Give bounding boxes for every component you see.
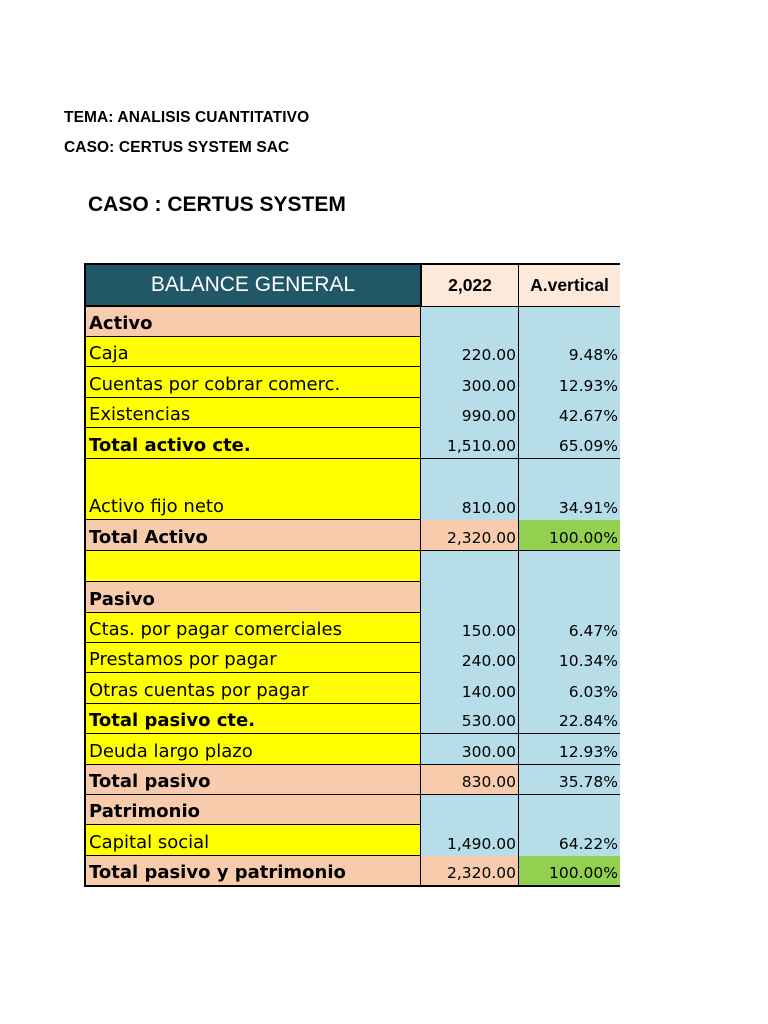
table-row [84, 367, 620, 398]
row-value: 2,320.00 [420, 520, 519, 551]
row-value: 1,510.00 [420, 428, 519, 459]
table-row [84, 551, 620, 582]
table-row [84, 825, 620, 856]
table-row [84, 459, 620, 520]
row-value: 990.00 [420, 398, 519, 428]
row-value: 140.00 [420, 673, 519, 704]
row-label: Ctas. por pagar comerciales [84, 613, 420, 643]
row-value: 830.00 [420, 765, 519, 795]
table-row [84, 795, 620, 825]
balance-table [84, 263, 620, 887]
row-label: Activo fijo neto [84, 459, 420, 520]
row-label: Patrimonio [84, 795, 420, 825]
row-label: Total pasivo [84, 765, 420, 795]
row-label [84, 551, 420, 582]
table-row [84, 734, 620, 765]
row-label: Total Activo [84, 520, 420, 551]
row-value [420, 307, 519, 337]
page-title: CASO : CERTUS SYSTEM [88, 193, 346, 216]
row-label: Existencias [84, 398, 420, 428]
table-row [84, 765, 620, 795]
row-label: Pasivo [84, 582, 420, 613]
row-percent: 34.91% [519, 459, 620, 520]
row-label: Capital social [84, 825, 420, 856]
row-percent [519, 582, 620, 613]
row-percent: 100.00% [519, 520, 620, 551]
row-value: 1,490.00 [420, 825, 519, 856]
row-percent: 6.47% [519, 613, 620, 643]
row-percent [519, 307, 620, 337]
row-label: Cuentas por cobrar comerc. [84, 367, 420, 398]
table-row [84, 613, 620, 643]
row-percent: 10.34% [519, 643, 620, 673]
row-percent: 22.84% [519, 704, 620, 734]
row-percent: 35.78% [519, 765, 620, 795]
table-header-row [84, 263, 620, 307]
row-percent: 42.67% [519, 398, 620, 428]
row-value [420, 582, 519, 613]
row-label: Otras cuentas por pagar [84, 673, 420, 704]
row-value: 300.00 [420, 367, 519, 398]
row-percent: 12.93% [519, 367, 620, 398]
row-value: 530.00 [420, 704, 519, 734]
row-value: 240.00 [420, 643, 519, 673]
table-row [84, 673, 620, 704]
row-percent: 65.09% [519, 428, 620, 459]
table-title: BALANCE GENERAL [84, 263, 420, 307]
row-label: Total pasivo y patrimonio [84, 856, 420, 887]
row-value: 300.00 [420, 734, 519, 765]
row-value: 150.00 [420, 613, 519, 643]
row-percent: 64.22% [519, 825, 620, 856]
caso-line: CASO: CERTUS SYSTEM SAC [64, 139, 290, 156]
row-value: 220.00 [420, 337, 519, 367]
table-row [84, 856, 620, 887]
row-percent [519, 795, 620, 825]
row-label: Deuda largo plazo [84, 734, 420, 765]
row-value: 2,320.00 [420, 856, 519, 887]
row-label: Prestamos por pagar [84, 643, 420, 673]
row-label: Total activo cte. [84, 428, 420, 459]
row-label: Caja [84, 337, 420, 367]
row-label: Total pasivo cte. [84, 704, 420, 734]
table-row [84, 643, 620, 673]
column-header-year: 2,022 [420, 263, 519, 307]
row-percent: 6.03% [519, 673, 620, 704]
row-percent: 12.93% [519, 734, 620, 765]
table-row [84, 337, 620, 367]
table-row [84, 307, 620, 337]
table-row [84, 582, 620, 613]
row-value: 810.00 [420, 459, 519, 520]
table-row [84, 704, 620, 734]
row-value [420, 795, 519, 825]
row-label: Activo [84, 307, 420, 337]
table-row [84, 428, 620, 459]
row-percent: 9.48% [519, 337, 620, 367]
row-value [420, 551, 519, 582]
row-percent: 100.00% [519, 856, 620, 887]
table-row [84, 398, 620, 428]
table-row [84, 520, 620, 551]
tema-line: TEMA: ANALISIS CUANTITATIVO [64, 109, 310, 126]
row-percent [519, 551, 620, 582]
column-header-vertical: A.vertical [519, 263, 620, 307]
